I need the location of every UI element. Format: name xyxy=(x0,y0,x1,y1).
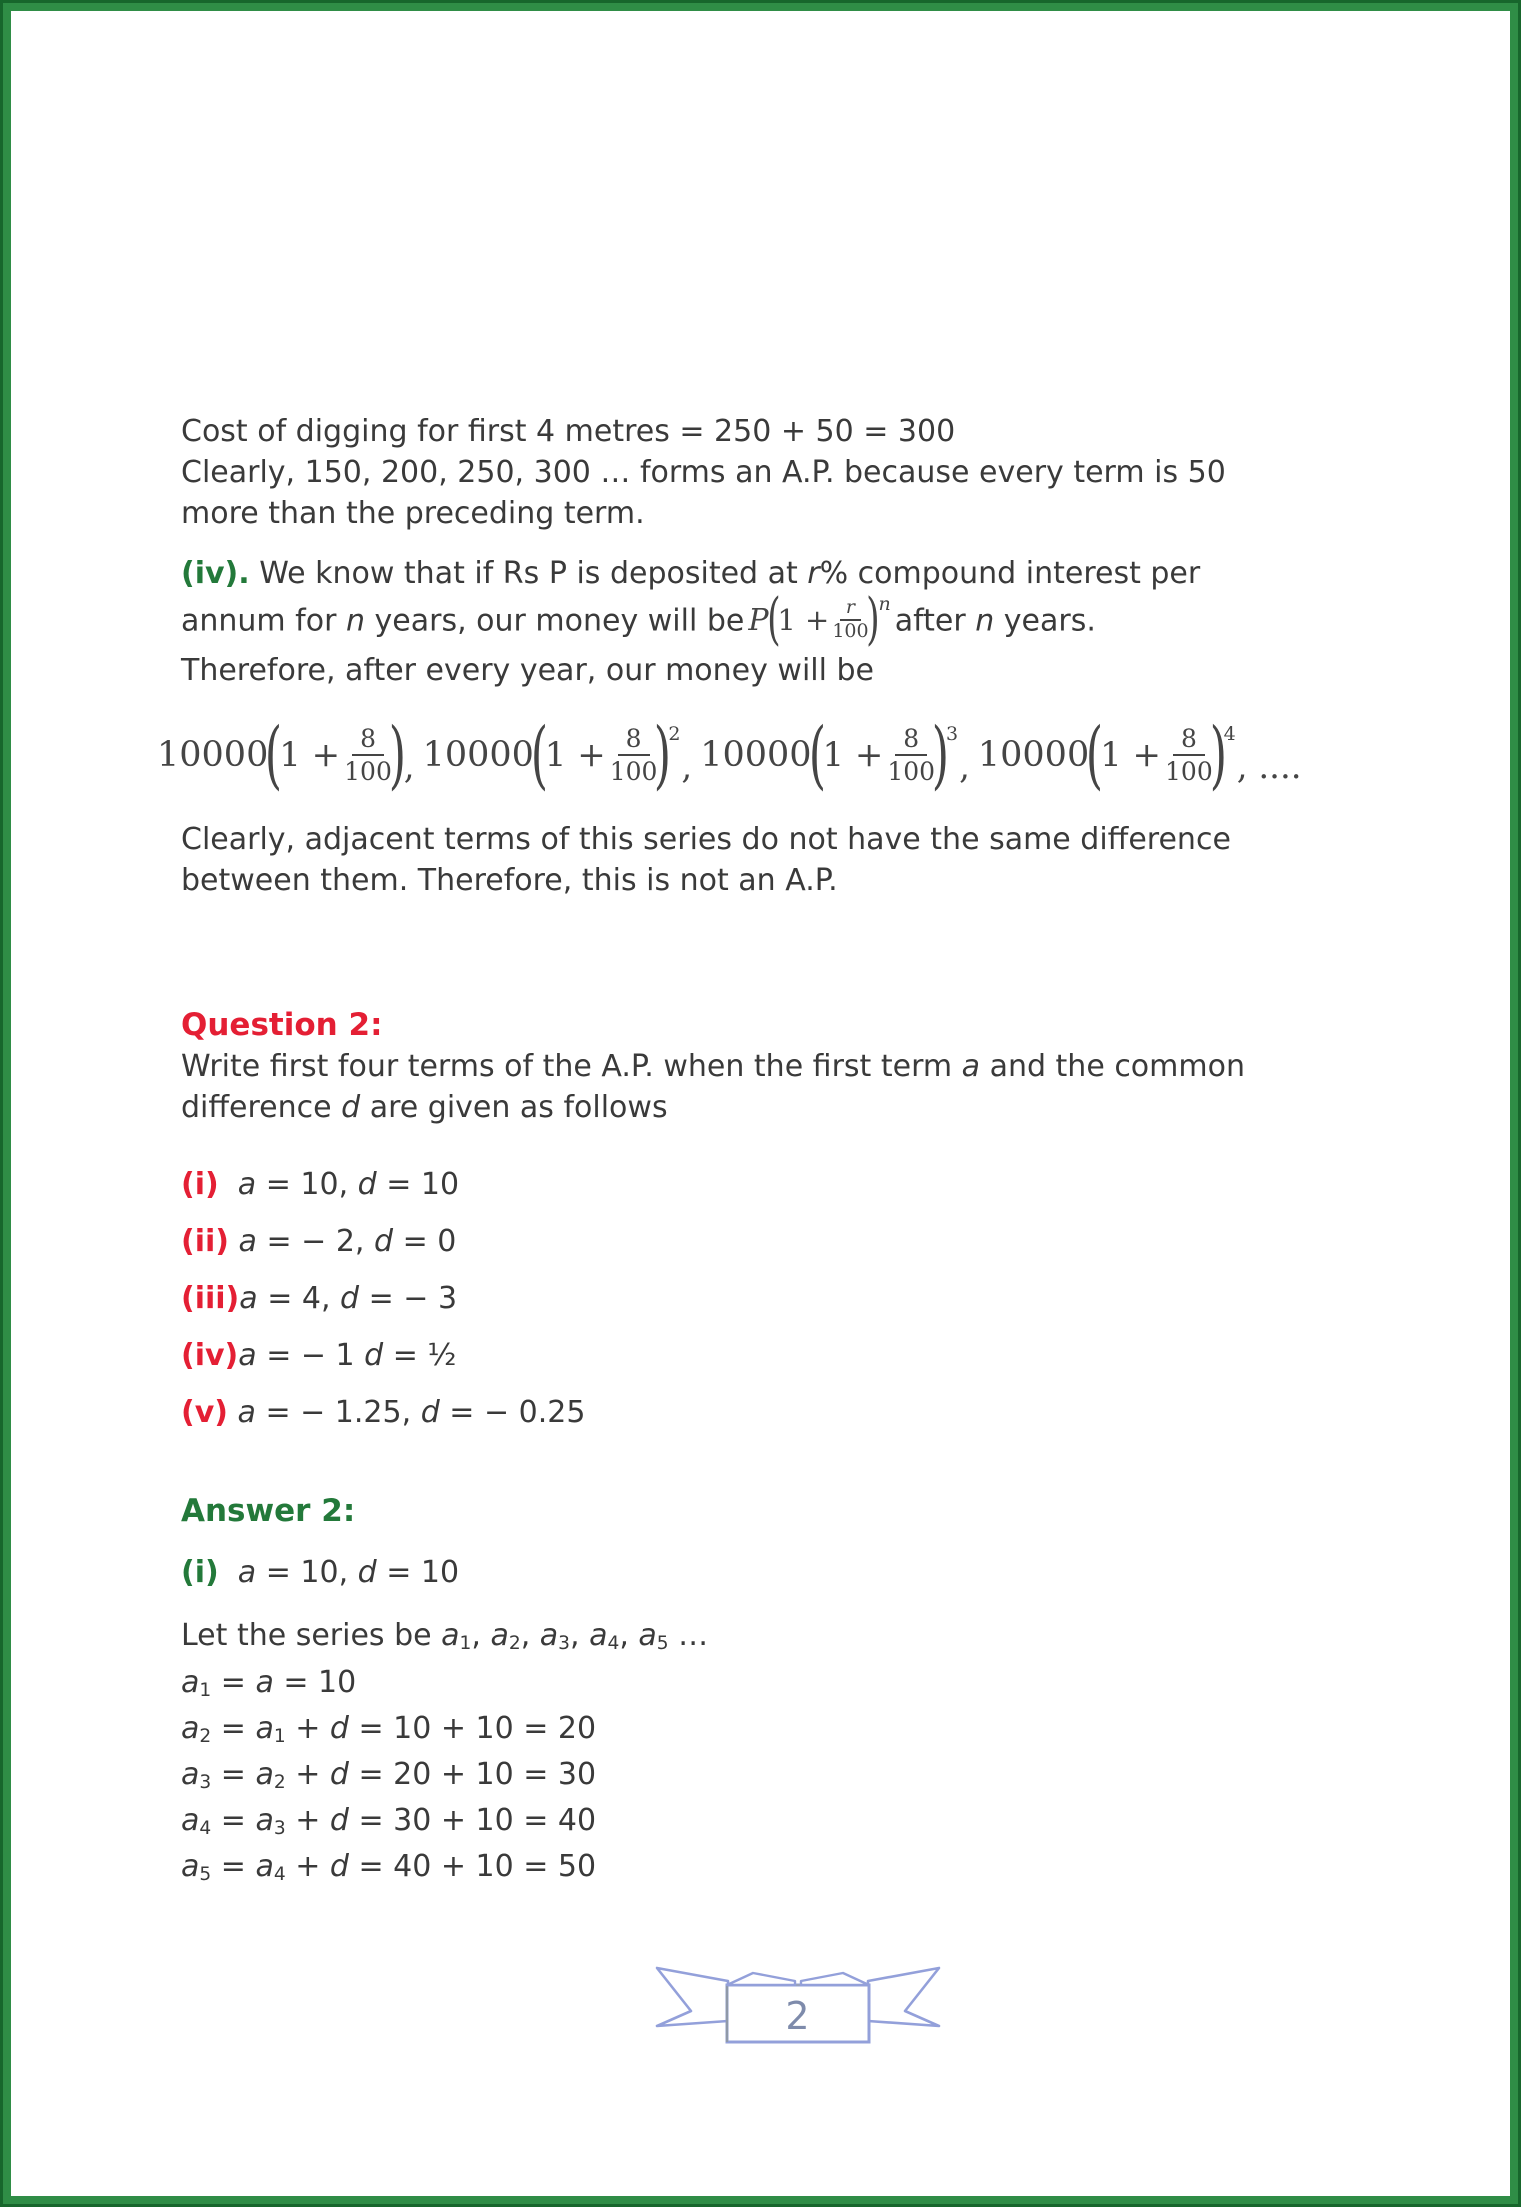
intro-line-1: Cost of digging for first 4 metres = 250 + 50 = 300 xyxy=(181,414,956,449)
fraction-8-over-100: $\frac{8}{100}$ xyxy=(887,724,936,786)
fraction-r-over-100: $\frac{r}{100}$ xyxy=(832,596,869,642)
part-iv-paragraph xyxy=(181,553,1414,691)
open-paren: ( xyxy=(808,712,826,798)
question-2-heading: Question 2: xyxy=(181,1007,383,1043)
question-item-ii xyxy=(181,1221,1414,1262)
equation-a4: a4 = a3 + d = 30 + 10 = 40 xyxy=(181,1803,597,1840)
part-iv-line1-text: We know that if Rs P is deposited at r% compound interest per xyxy=(249,556,1201,591)
fraction-8-over-100: $\frac{8}{100}$ xyxy=(1165,724,1213,786)
close-paren: ) xyxy=(654,712,672,798)
question-2-item-list xyxy=(181,1164,1414,1433)
question-item-i xyxy=(181,1164,1414,1205)
open-paren: ( xyxy=(530,712,549,798)
item-label: (i) xyxy=(181,1555,219,1590)
exponent: 4 xyxy=(1223,723,1236,745)
open-paren: ( xyxy=(265,712,283,798)
question-item-iii xyxy=(181,1278,1414,1319)
formula-term-1: 10000 ( 1 + $\frac{8}{100}$ ) , xyxy=(157,712,415,798)
close-paren: ) xyxy=(1209,712,1227,798)
question-item-iv xyxy=(181,1335,1414,1376)
series-formula-row xyxy=(157,707,1414,803)
intro-line-3: more than the preceding term. xyxy=(181,496,645,531)
conclusion-paragraph xyxy=(181,819,1414,901)
item-text: a = − 2, d = 0 xyxy=(238,1224,457,1259)
formula-term-3: 10000 ( 1 + $\frac{8}{100}$ ) 3 , xyxy=(700,712,970,798)
part-iv-line-1 xyxy=(181,553,1414,594)
answer-2-heading: Answer 2: xyxy=(181,1493,356,1529)
close-paren: ) xyxy=(865,587,880,652)
item-label: (iii) xyxy=(181,1281,240,1316)
equation-a1: a1 = a = 10 xyxy=(181,1665,357,1702)
formula-term-2: 10000 ( 1 + $\frac{8}{100}$ ) 2 , xyxy=(422,712,693,798)
equation-list xyxy=(181,1664,1414,1894)
compound-interest-formula: P ( 1 + $\frac{r}{100}$ ) n xyxy=(748,592,890,648)
part-iv-label: (iv). xyxy=(181,556,250,591)
conclusion-line-2: between them. Therefore, this is not an A.P. xyxy=(181,863,838,898)
part-iv-line-3: Therefore, after every year, our money will be xyxy=(181,653,875,688)
part-iv-line2-pre: annum for n years, our money will be xyxy=(181,603,745,639)
item-text: a = 4, d = − 3 xyxy=(239,1281,458,1316)
page-content xyxy=(3,3,1518,2060)
exponent-n: n xyxy=(878,593,891,615)
question-2-body-line-2: difference d are given as follows xyxy=(181,1090,668,1125)
equation-a2: a2 = a1 + d = 10 + 10 = 20 xyxy=(181,1711,597,1748)
part-iv-line2-post: after n years. xyxy=(894,603,1096,639)
conclusion-line-1: Clearly, adjacent terms of this series do not have the same difference xyxy=(181,822,1231,857)
question-2-body xyxy=(181,1046,1414,1128)
item-label: (v) xyxy=(181,1395,228,1430)
equation-a3: a3 = a2 + d = 20 + 10 = 30 xyxy=(181,1757,597,1794)
part-iv-line-2 xyxy=(181,587,1414,652)
question-item-v xyxy=(181,1392,1414,1433)
exponent: 3 xyxy=(945,723,959,745)
equation-a5: a5 = a4 + d = 40 + 10 = 50 xyxy=(181,1849,597,1886)
intro-line-2: Clearly, 150, 200, 250, 300 … forms an A.P. because every term is 50 xyxy=(181,455,1226,490)
formula-term-4: 10000 ( 1 + $\frac{8}{100}$ ) 4 , .... xyxy=(977,712,1302,798)
item-label: (i) xyxy=(181,1167,219,1202)
intro-paragraph xyxy=(181,411,1414,534)
item-text: a = 10, d = 10 xyxy=(237,1167,460,1202)
item-text: a = − 1 d = ½ xyxy=(238,1338,457,1373)
fraction-8-over-100: $\frac{8}{100}$ xyxy=(344,724,392,786)
item-text: a = − 1.25, d = − 0.25 xyxy=(237,1395,586,1430)
close-paren: ) xyxy=(388,712,406,798)
item-label: (ii) xyxy=(181,1224,229,1259)
fraction-8-over-100: $\frac{8}{100}$ xyxy=(609,724,658,786)
exponent: 2 xyxy=(668,723,681,745)
answer-2-item xyxy=(181,1552,1414,1593)
open-paren: ( xyxy=(766,587,781,652)
page-number-banner xyxy=(652,1964,944,2060)
page-number: 2 xyxy=(785,1994,810,2039)
open-paren: ( xyxy=(1085,712,1104,798)
item-text: a = 10, d = 10 xyxy=(237,1555,460,1590)
question-2-body-line-1: Write first four terms of the A.P. when the first term a and the common xyxy=(181,1049,1245,1084)
series-intro-line: Let the series be a1, a2, a3, a4, a5 … xyxy=(181,1618,709,1655)
item-label: (iv) xyxy=(181,1338,239,1373)
close-paren: ) xyxy=(931,712,950,798)
